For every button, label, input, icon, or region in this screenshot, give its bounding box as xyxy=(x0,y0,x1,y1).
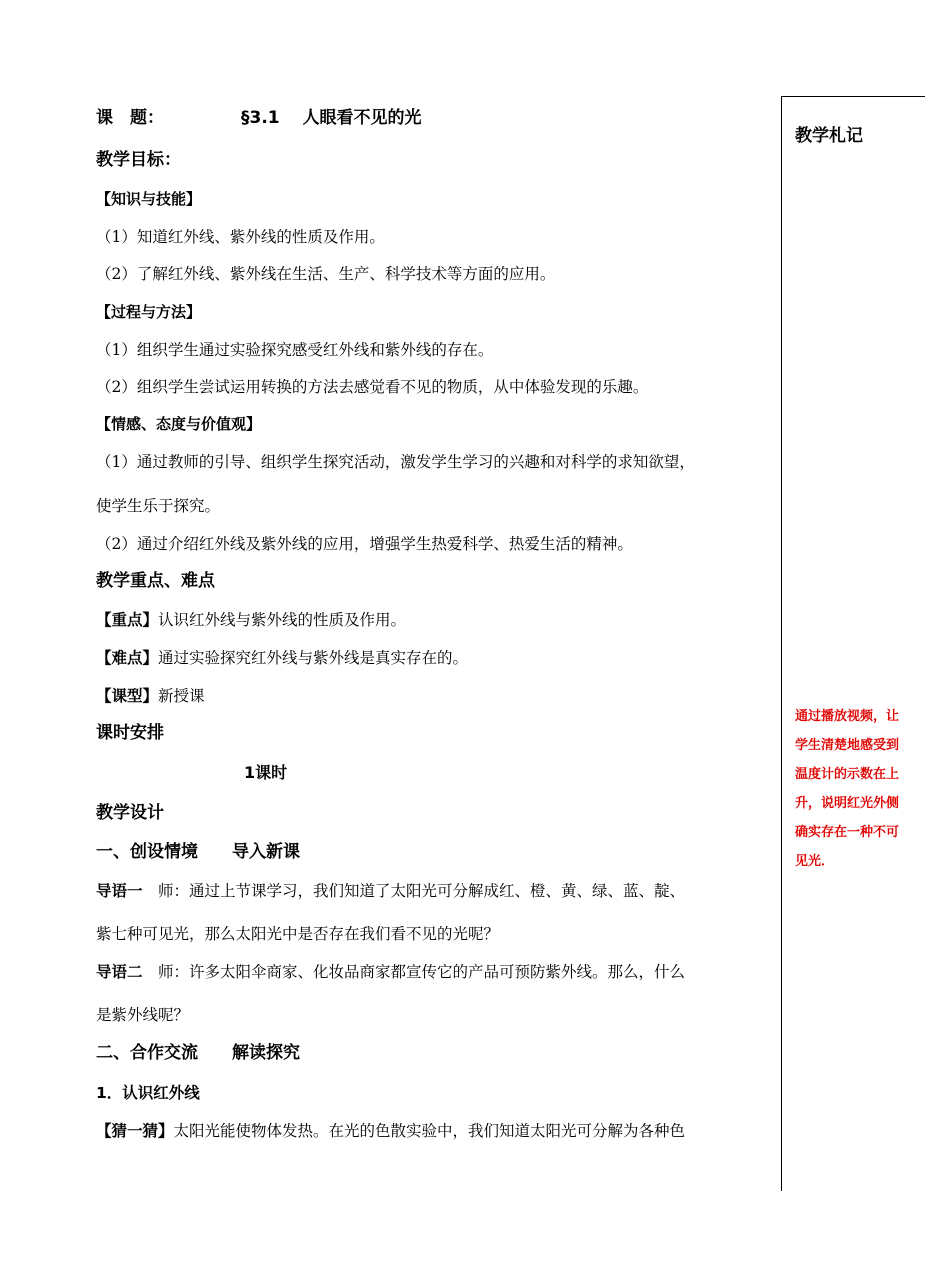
guess-text: 太阳光能使物体发热。在光的色散实验中，我们知道太阳光可分解为各种色 xyxy=(173,1122,686,1140)
lesson-title-row xyxy=(96,108,778,130)
intro-one-text: 师：通过上节课学习，我们知道了太阳光可分解成红、橙、黄、绿、蓝、靛、 xyxy=(142,882,686,900)
teaching-note-line: 通过播放视频，让 xyxy=(795,709,900,724)
lesson-type-text: 新授课 xyxy=(158,687,205,705)
objectives-heading: 教学目标： xyxy=(96,150,181,170)
difficulty-label: 【难点】 xyxy=(96,649,159,667)
schedule-value: 1课时 xyxy=(244,763,288,782)
intro-two-label: 导语二 xyxy=(96,963,143,981)
intro-one-label: 导语一 xyxy=(96,882,143,900)
lesson-title-label: 课 题： xyxy=(96,108,164,128)
emotion-item: （1）通过教师的引导、组织学生探究活动，激发学生学习的兴趣和对科学的求知欲望， xyxy=(96,453,695,471)
teaching-note xyxy=(795,702,927,876)
notes-column-divider xyxy=(781,96,782,1191)
process-heading: 【过程与方法】 xyxy=(96,303,202,321)
schedule-heading: 课时安排 xyxy=(96,723,164,743)
teaching-note-line: 见光． xyxy=(795,854,835,869)
key-point-label: 【重点】 xyxy=(96,611,159,629)
intro-one-row xyxy=(96,881,685,901)
lesson-type-row xyxy=(96,686,205,706)
guess-label: 【猜一猜】 xyxy=(96,1122,174,1140)
section-heading: 二、合作交流 解读探究 xyxy=(96,1043,300,1063)
intro-two-row xyxy=(96,962,685,982)
design-heading: 教学设计 xyxy=(96,803,164,823)
difficulty-text: 通过实验探究红外线与紫外线是真实存在的。 xyxy=(158,649,469,667)
teaching-note-line: 确实存在一种不可 xyxy=(795,825,900,840)
intro-two-text: 师：许多太阳伞商家、化妆品商家都宣传它的产品可预防紫外线。那么，什么 xyxy=(142,963,686,981)
difficulty-row xyxy=(96,648,468,668)
teaching-note-line: 升，说明红光外侧 xyxy=(795,796,900,811)
lesson-type-label: 【课型】 xyxy=(96,687,159,705)
emotion-item: （2）通过介绍红外线及紫外线的应用，增强学生热爱科学、热爱生活的精神。 xyxy=(96,535,633,553)
process-item: （2）组织学生尝试运用转换的方法去感觉看不见的物质，从中体验发现的乐趣。 xyxy=(96,378,649,396)
teaching-note-line: 学生清楚地感受到 xyxy=(795,738,900,753)
intro-two-continued: 是紫外线呢？ xyxy=(96,1006,190,1024)
notes-column-title: 教学札记 xyxy=(795,126,863,146)
guess-row xyxy=(96,1121,685,1141)
notes-column-top-rule xyxy=(781,96,925,97)
emotion-item: 使学生乐于探究。 xyxy=(96,497,221,515)
process-item: （1）组织学生通过实验探究感受红外线和紫外线的存在。 xyxy=(96,341,494,359)
knowledge-item: （1）知道红外线、紫外线的性质及作用。 xyxy=(96,228,385,246)
section-heading: 一、创设情境 导入新课 xyxy=(96,842,300,862)
key-points-heading: 教学重点、难点 xyxy=(96,571,215,591)
subsection-heading: 1．认识红外线 xyxy=(96,1084,200,1102)
intro-one-continued: 紫七种可见光，那么太阳光中是否存在我们看不见的光呢？ xyxy=(96,925,500,943)
emotion-heading: 【情感、态度与价值观】 xyxy=(96,415,262,433)
knowledge-item: （2）了解红外线、紫外线在生活、生产、科学技术等方面的应用。 xyxy=(96,265,556,283)
teaching-note-line: 温度计的示数在上 xyxy=(795,767,900,782)
key-point-text: 认识红外线与紫外线的性质及作用。 xyxy=(158,611,407,629)
key-point-row xyxy=(96,610,406,630)
knowledge-heading: 【知识与技能】 xyxy=(96,190,202,208)
lesson-title: §3.1 人眼看不见的光 xyxy=(241,108,422,128)
